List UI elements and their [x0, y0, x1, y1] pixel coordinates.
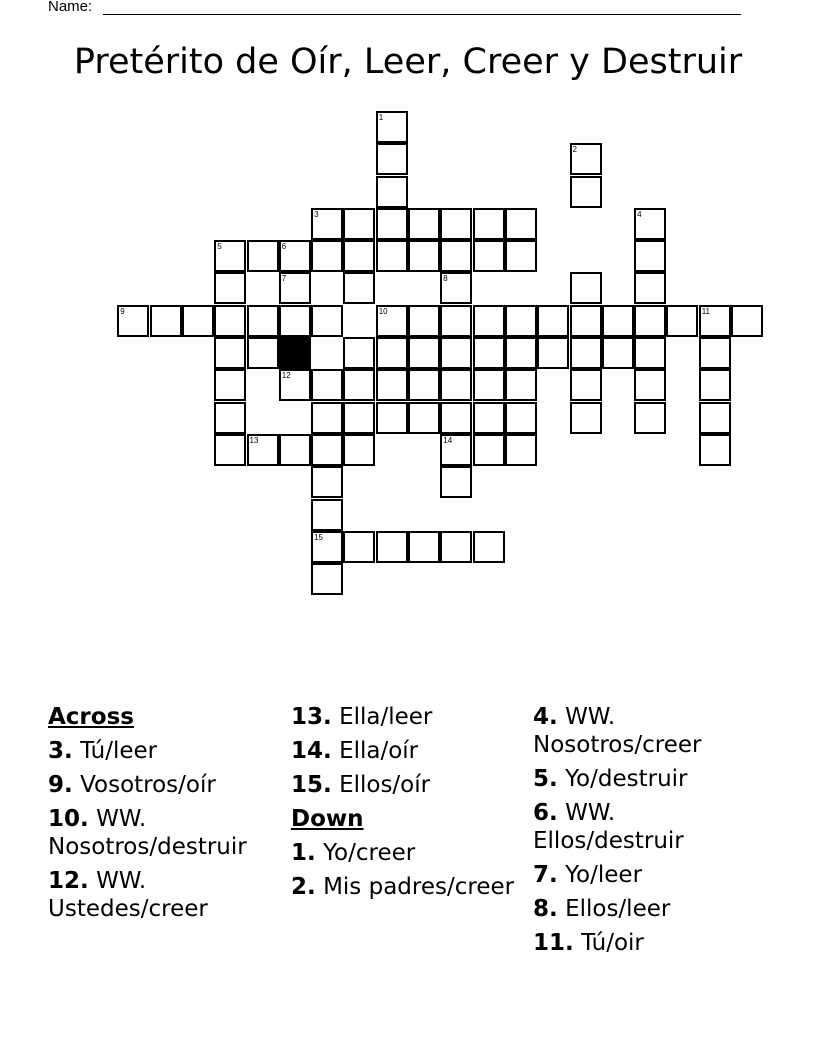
crossword-cell[interactable] [634, 272, 666, 304]
crossword-cell[interactable] [311, 369, 343, 401]
crossword-cell[interactable] [311, 240, 343, 272]
clue-number: 4. [533, 704, 558, 730]
crossword-cell[interactable] [473, 531, 505, 563]
crossword-cell[interactable] [570, 176, 602, 208]
clue-text: Yo/destruir [565, 766, 688, 792]
across-clue [48, 771, 288, 799]
clue-text: Ella/oír [339, 738, 419, 764]
crossword-cell[interactable] [634, 369, 666, 401]
down-clue [533, 703, 773, 759]
crossword-cell[interactable] [279, 272, 311, 304]
crossword-cell[interactable] [247, 434, 279, 466]
crossword-cell[interactable] [505, 240, 537, 272]
down-clue [533, 861, 773, 889]
down-heading: Down [291, 806, 364, 832]
clue-number-label: 11 [701, 306, 710, 316]
down-clue [533, 799, 773, 855]
clue-column-3 [533, 703, 773, 963]
crossword-cell[interactable] [279, 434, 311, 466]
crossword-cell[interactable] [343, 531, 375, 563]
crossword-cell[interactable] [570, 272, 602, 304]
crossword-cell[interactable] [343, 208, 375, 240]
crossword-cell[interactable] [279, 240, 311, 272]
clue-number: 2. [291, 874, 316, 900]
crossword-cell[interactable] [376, 369, 408, 401]
crossword-cell[interactable] [634, 208, 666, 240]
crossword-cell[interactable] [376, 305, 408, 337]
crossword-cell[interactable] [343, 369, 375, 401]
crossword-cell[interactable] [311, 499, 343, 531]
crossword-cell[interactable] [473, 240, 505, 272]
crossword-cell[interactable] [570, 402, 602, 434]
clue-text: WW. Ellos/destruir [533, 800, 684, 854]
crossword-cell[interactable] [408, 402, 440, 434]
crossword-cell[interactable] [699, 337, 731, 369]
crossword-cell[interactable] [505, 208, 537, 240]
crossword-cell[interactable] [214, 402, 246, 434]
crossword-cell[interactable] [473, 305, 505, 337]
across-clue [291, 703, 531, 731]
across-clue [48, 805, 288, 861]
clue-text: Tú/oir [581, 930, 644, 956]
clue-number-label: 15 [314, 532, 323, 542]
crossword-cell[interactable] [602, 337, 634, 369]
crossword-cell[interactable] [699, 369, 731, 401]
clue-number: 8. [533, 896, 558, 922]
clue-text: WW. Nosotros/destruir [48, 806, 247, 860]
crossword-cell[interactable] [473, 208, 505, 240]
clue-text: Tú/leer [80, 738, 158, 764]
crossword-cell[interactable] [440, 240, 472, 272]
down-clue [291, 873, 531, 901]
clue-text: Mis padres/creer [323, 874, 515, 900]
crossword-cell[interactable] [117, 305, 149, 337]
crossword-cell[interactable] [440, 369, 472, 401]
clue-number: 9. [48, 772, 73, 798]
crossword-cell[interactable] [408, 208, 440, 240]
down-clue [533, 895, 773, 923]
crossword-cell[interactable] [440, 531, 472, 563]
crossword-cell[interactable] [311, 563, 343, 595]
clue-column-2 [291, 703, 531, 907]
crossword-cell[interactable] [440, 434, 472, 466]
clue-number: 3. [48, 738, 73, 764]
crossword-cell[interactable] [440, 272, 472, 304]
clue-number-label: 13 [249, 435, 259, 445]
crossword-cell[interactable] [408, 531, 440, 563]
crossword-cell[interactable] [376, 531, 408, 563]
crossword-cell[interactable] [214, 337, 246, 369]
crossword-cell[interactable] [440, 402, 472, 434]
clue-text: Vosotros/oír [80, 772, 216, 798]
crossword-cell[interactable] [279, 369, 311, 401]
crossword-cell[interactable] [408, 337, 440, 369]
crossword-cell[interactable] [376, 402, 408, 434]
crossword-cell[interactable] [699, 402, 731, 434]
crossword-cell[interactable] [214, 305, 246, 337]
crossword-cell[interactable] [570, 369, 602, 401]
crossword-cell[interactable] [247, 337, 279, 369]
crossword-cell[interactable] [473, 434, 505, 466]
across-clue [48, 867, 288, 923]
clue-text: Ella/leer [339, 704, 433, 730]
crossword-cell[interactable] [699, 305, 731, 337]
crossword-cell[interactable] [247, 305, 279, 337]
clue-number: 1. [291, 840, 316, 866]
crossword-cell[interactable] [214, 240, 246, 272]
crossword-cell[interactable] [376, 143, 408, 175]
clue-number-label: 1 [378, 112, 384, 122]
page-title: Pretérito de Oír, Leer, Creer y Destruir [73, 42, 743, 82]
crossword-cell[interactable] [634, 402, 666, 434]
crossword-cell[interactable] [408, 369, 440, 401]
crossword-cell[interactable] [343, 434, 375, 466]
clue-number-label: 10 [378, 306, 388, 316]
crossword-cell[interactable] [408, 240, 440, 272]
crossword-cell[interactable] [473, 369, 505, 401]
crossword-cell[interactable] [634, 305, 666, 337]
clue-text: Ellos/leer [565, 896, 671, 922]
crossword-cell[interactable] [537, 305, 569, 337]
crossword-cell[interactable] [214, 272, 246, 304]
black-square [279, 337, 311, 369]
clue-number-label: 8 [443, 274, 448, 284]
crossword-cell[interactable] [214, 434, 246, 466]
clue-text: WW. Ustedes/creer [48, 868, 208, 922]
clue-number: 10. [48, 806, 89, 832]
crossword-cell[interactable] [570, 305, 602, 337]
clue-number: 5. [533, 766, 558, 792]
across-clue [291, 771, 531, 799]
down-clue [533, 929, 773, 957]
clue-column-1 [48, 703, 288, 929]
clue-text: Yo/creer [323, 840, 416, 866]
down-clue [291, 839, 531, 867]
crossword-cell[interactable] [570, 337, 602, 369]
crossword-cell[interactable] [699, 434, 731, 466]
crossword-cell[interactable] [343, 272, 375, 304]
crossword-cell[interactable] [376, 111, 408, 143]
crossword-cell[interactable] [343, 402, 375, 434]
clue-number-label: 5 [217, 242, 222, 252]
crossword-cell[interactable] [505, 337, 537, 369]
crossword-cell[interactable] [376, 337, 408, 369]
name-line[interactable] [103, 14, 741, 15]
clue-number-label: 7 [281, 274, 287, 284]
crossword-cell[interactable] [634, 337, 666, 369]
clue-text: Ellos/oír [339, 772, 431, 798]
crossword-cell[interactable] [376, 208, 408, 240]
crossword-cell[interactable] [570, 143, 602, 175]
clue-number: 12. [48, 868, 89, 894]
clue-number: 15. [291, 772, 332, 798]
crossword-cell[interactable] [440, 466, 472, 498]
crossword-cell[interactable] [440, 337, 472, 369]
crossword-cell[interactable] [440, 305, 472, 337]
crossword-cell[interactable] [343, 337, 375, 369]
crossword-cell[interactable] [376, 240, 408, 272]
crossword-cell[interactable] [279, 305, 311, 337]
clue-number-label: 12 [281, 371, 291, 381]
clue-number-label: 9 [120, 306, 125, 316]
crossword-cell[interactable] [505, 434, 537, 466]
crossword-cell[interactable] [150, 305, 182, 337]
clue-number: 11. [533, 930, 574, 956]
across-clue [291, 737, 531, 765]
crossword-cell[interactable] [634, 240, 666, 272]
crossword-cell[interactable] [440, 208, 472, 240]
crossword-cell[interactable] [408, 305, 440, 337]
crossword-cell[interactable] [473, 402, 505, 434]
across-clue [48, 737, 288, 765]
crossword-cell[interactable] [311, 466, 343, 498]
crossword-cell[interactable] [182, 305, 214, 337]
clue-number-label: 3 [314, 209, 319, 219]
clue-number-label: 2 [572, 145, 577, 155]
clue-number: 13. [291, 704, 332, 730]
crossword-cell[interactable] [473, 337, 505, 369]
clue-number-label: 4 [637, 209, 642, 219]
crossword-cell[interactable] [505, 369, 537, 401]
crossword-cell[interactable] [247, 240, 279, 272]
clue-text: WW. Nosotros/creer [533, 704, 702, 758]
clue-number-label: 14 [443, 435, 453, 445]
crossword-cell[interactable] [731, 305, 763, 337]
clue-number-label: 6 [281, 242, 287, 252]
down-clue [533, 765, 773, 793]
clue-text: Yo/leer [565, 862, 643, 888]
crossword-cell[interactable] [311, 208, 343, 240]
clue-number: 14. [291, 738, 332, 764]
crossword-cell[interactable] [666, 305, 698, 337]
clue-number: 7. [533, 862, 558, 888]
crossword-cell[interactable] [311, 305, 343, 337]
crossword-cell[interactable] [311, 531, 343, 563]
crossword-cell[interactable] [602, 305, 634, 337]
crossword-cell[interactable] [505, 402, 537, 434]
across-heading: Across [48, 704, 134, 730]
name-label: Name: [48, 0, 93, 15]
crossword-cell[interactable] [343, 240, 375, 272]
clue-number: 6. [533, 800, 558, 826]
crossword-cell[interactable] [505, 305, 537, 337]
crossword-cell[interactable] [537, 337, 569, 369]
crossword-cell[interactable] [311, 402, 343, 434]
crossword-cell[interactable] [214, 369, 246, 401]
crossword-cell[interactable] [311, 434, 343, 466]
crossword-cell[interactable] [376, 176, 408, 208]
